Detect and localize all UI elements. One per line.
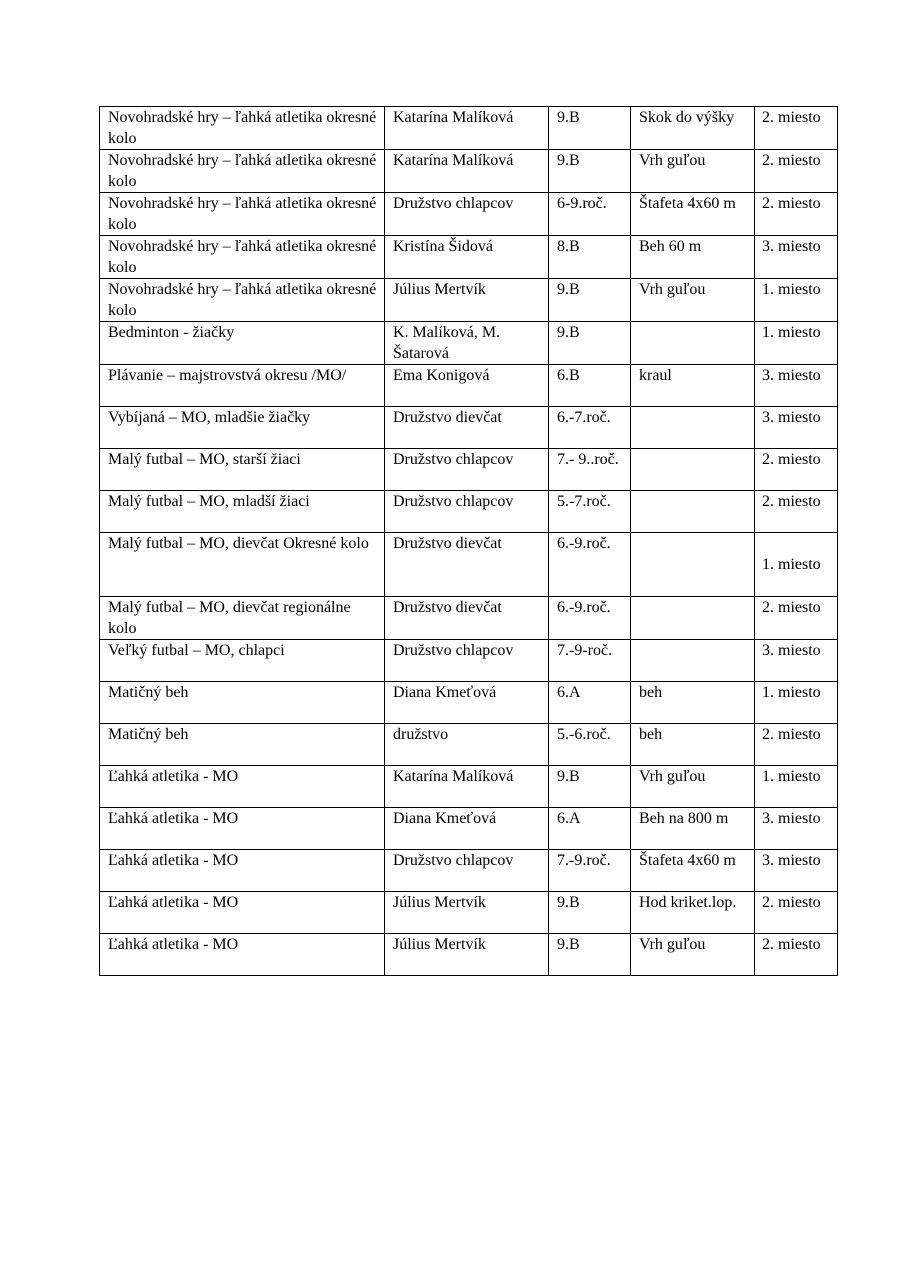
discipline-cell: kraul bbox=[631, 365, 755, 407]
name-cell: Diana Kmeťová bbox=[385, 682, 549, 724]
table-row bbox=[100, 934, 838, 976]
place-cell: 2. miesto bbox=[755, 491, 838, 533]
table-row bbox=[100, 322, 838, 365]
table-row bbox=[100, 724, 838, 766]
discipline-cell: Vrh guľou bbox=[631, 150, 755, 193]
table-row bbox=[100, 449, 838, 491]
place-cell: 3. miesto bbox=[755, 640, 838, 682]
results-table-body bbox=[100, 107, 838, 976]
event-cell: Matičný beh bbox=[100, 682, 385, 724]
class-cell: 9.B bbox=[549, 766, 631, 808]
discipline-cell: Štafeta 4x60 m bbox=[631, 193, 755, 236]
discipline-cell: Štafeta 4x60 m bbox=[631, 850, 755, 892]
event-cell: Malý futbal – MO, mladší žiaci bbox=[100, 491, 385, 533]
place-cell: 2. miesto bbox=[755, 107, 838, 150]
event-cell: Novohradské hry – ľahká atletika okresné kolo bbox=[100, 236, 385, 279]
event-cell: Ľahká atletika - MO bbox=[100, 934, 385, 976]
event-cell: Vybíjaná – MO, mladšie žiačky bbox=[100, 407, 385, 449]
class-cell: 7.-9-roč. bbox=[549, 640, 631, 682]
class-cell: 6.-9.roč. bbox=[549, 533, 631, 597]
cell-spacer bbox=[762, 533, 831, 554]
class-cell: 5.-6.roč. bbox=[549, 724, 631, 766]
discipline-cell bbox=[631, 597, 755, 640]
place-cell: 3. miesto bbox=[755, 808, 838, 850]
table-row bbox=[100, 597, 838, 640]
name-cell: Katarína Malíková bbox=[385, 150, 549, 193]
table-row bbox=[100, 193, 838, 236]
event-cell: Plávanie – majstrovstvá okresu /MO/ bbox=[100, 365, 385, 407]
class-cell: 9.B bbox=[549, 279, 631, 322]
discipline-cell: Hod kriket.lop. bbox=[631, 892, 755, 934]
class-cell: 6.A bbox=[549, 682, 631, 724]
place-cell: 1. miesto bbox=[755, 322, 838, 365]
name-cell: Ema Konigová bbox=[385, 365, 549, 407]
name-cell: družstvo bbox=[385, 724, 549, 766]
name-cell: Kristína Šidová bbox=[385, 236, 549, 279]
event-cell: Novohradské hry – ľahká atletika okresné kolo bbox=[100, 193, 385, 236]
name-cell: Družstvo dievčat bbox=[385, 597, 549, 640]
event-cell: Matičný beh bbox=[100, 724, 385, 766]
class-cell: 7.- 9..roč. bbox=[549, 449, 631, 491]
class-cell: 9.B bbox=[549, 107, 631, 150]
table-row bbox=[100, 279, 838, 322]
event-cell: Novohradské hry – ľahká atletika okresné kolo bbox=[100, 107, 385, 150]
discipline-cell bbox=[631, 491, 755, 533]
table-row bbox=[100, 150, 838, 193]
table-row bbox=[100, 365, 838, 407]
name-cell: Július Mertvík bbox=[385, 934, 549, 976]
discipline-cell: Vrh guľou bbox=[631, 279, 755, 322]
discipline-cell: Beh 60 m bbox=[631, 236, 755, 279]
name-cell: Družstvo chlapcov bbox=[385, 640, 549, 682]
event-cell: Malý futbal – MO, starší žiaci bbox=[100, 449, 385, 491]
place-value: 1. miesto bbox=[762, 556, 821, 573]
table-row bbox=[100, 640, 838, 682]
place-cell: 1. miesto bbox=[755, 279, 838, 322]
event-cell: Novohradské hry – ľahká atletika okresné kolo bbox=[100, 150, 385, 193]
place-cell: 2. miesto bbox=[755, 193, 838, 236]
name-cell: Július Mertvík bbox=[385, 279, 549, 322]
place-cell: 1. miesto bbox=[755, 682, 838, 724]
name-cell: Družstvo chlapcov bbox=[385, 491, 549, 533]
table-row bbox=[100, 766, 838, 808]
class-cell: 5.-7.roč. bbox=[549, 491, 631, 533]
name-cell: Družstvo dievčat bbox=[385, 407, 549, 449]
discipline-cell: beh bbox=[631, 724, 755, 766]
event-cell: Bedminton - žiačky bbox=[100, 322, 385, 365]
name-cell: Družstvo chlapcov bbox=[385, 850, 549, 892]
discipline-cell: Beh na 800 m bbox=[631, 808, 755, 850]
discipline-cell: beh bbox=[631, 682, 755, 724]
name-cell: Diana Kmeťová bbox=[385, 808, 549, 850]
discipline-cell bbox=[631, 640, 755, 682]
name-cell: Katarína Malíková bbox=[385, 766, 549, 808]
table-row bbox=[100, 107, 838, 150]
place-cell: 3. miesto bbox=[755, 236, 838, 279]
name-cell: Družstvo dievčat bbox=[385, 533, 549, 597]
place-cell bbox=[755, 533, 838, 597]
name-cell: Katarína Malíková bbox=[385, 107, 549, 150]
table-row bbox=[100, 407, 838, 449]
discipline-cell: Vrh guľou bbox=[631, 766, 755, 808]
table-row bbox=[100, 850, 838, 892]
place-cell: 2. miesto bbox=[755, 934, 838, 976]
event-cell: Ľahká atletika - MO bbox=[100, 892, 385, 934]
class-cell: 7.-9.roč. bbox=[549, 850, 631, 892]
place-cell: 3. miesto bbox=[755, 407, 838, 449]
place-cell: 2. miesto bbox=[755, 449, 838, 491]
event-cell: Ľahká atletika - MO bbox=[100, 850, 385, 892]
table-row bbox=[100, 892, 838, 934]
name-cell: Július Mertvík bbox=[385, 892, 549, 934]
table-row bbox=[100, 682, 838, 724]
discipline-cell bbox=[631, 533, 755, 597]
class-cell: 6.-7.roč. bbox=[549, 407, 631, 449]
name-cell: K. Malíková, M. Šatarová bbox=[385, 322, 549, 365]
class-cell: 9.B bbox=[549, 934, 631, 976]
name-cell: Družstvo chlapcov bbox=[385, 449, 549, 491]
table-row bbox=[100, 533, 838, 597]
event-cell: Malý futbal – MO, dievčat regionálne kolo bbox=[100, 597, 385, 640]
event-cell: Novohradské hry – ľahká atletika okresné kolo bbox=[100, 279, 385, 322]
place-cell: 2. miesto bbox=[755, 724, 838, 766]
discipline-cell bbox=[631, 407, 755, 449]
class-cell: 6.A bbox=[549, 808, 631, 850]
place-cell: 1. miesto bbox=[755, 766, 838, 808]
place-cell: 3. miesto bbox=[755, 850, 838, 892]
class-cell: 9.B bbox=[549, 322, 631, 365]
place-cell: 2. miesto bbox=[755, 150, 838, 193]
discipline-cell bbox=[631, 449, 755, 491]
place-cell: 3. miesto bbox=[755, 365, 838, 407]
place-cell: 2. miesto bbox=[755, 597, 838, 640]
table-row bbox=[100, 808, 838, 850]
class-cell: 9.B bbox=[549, 892, 631, 934]
place-cell: 2. miesto bbox=[755, 892, 838, 934]
discipline-cell bbox=[631, 322, 755, 365]
event-cell: Ľahká atletika - MO bbox=[100, 808, 385, 850]
class-cell: 6.B bbox=[549, 365, 631, 407]
event-cell: Veľký futbal – MO, chlapci bbox=[100, 640, 385, 682]
results-table bbox=[99, 106, 838, 976]
discipline-cell: Vrh guľou bbox=[631, 934, 755, 976]
table-row bbox=[100, 236, 838, 279]
name-cell: Družstvo chlapcov bbox=[385, 193, 549, 236]
class-cell: 9.B bbox=[549, 150, 631, 193]
table-row bbox=[100, 491, 838, 533]
discipline-cell: Skok do výšky bbox=[631, 107, 755, 150]
event-cell: Ľahká atletika - MO bbox=[100, 766, 385, 808]
class-cell: 8.B bbox=[549, 236, 631, 279]
class-cell: 6-9.roč. bbox=[549, 193, 631, 236]
class-cell: 6.-9.roč. bbox=[549, 597, 631, 640]
event-cell: Malý futbal – MO, dievčat Okresné kolo bbox=[100, 533, 385, 597]
